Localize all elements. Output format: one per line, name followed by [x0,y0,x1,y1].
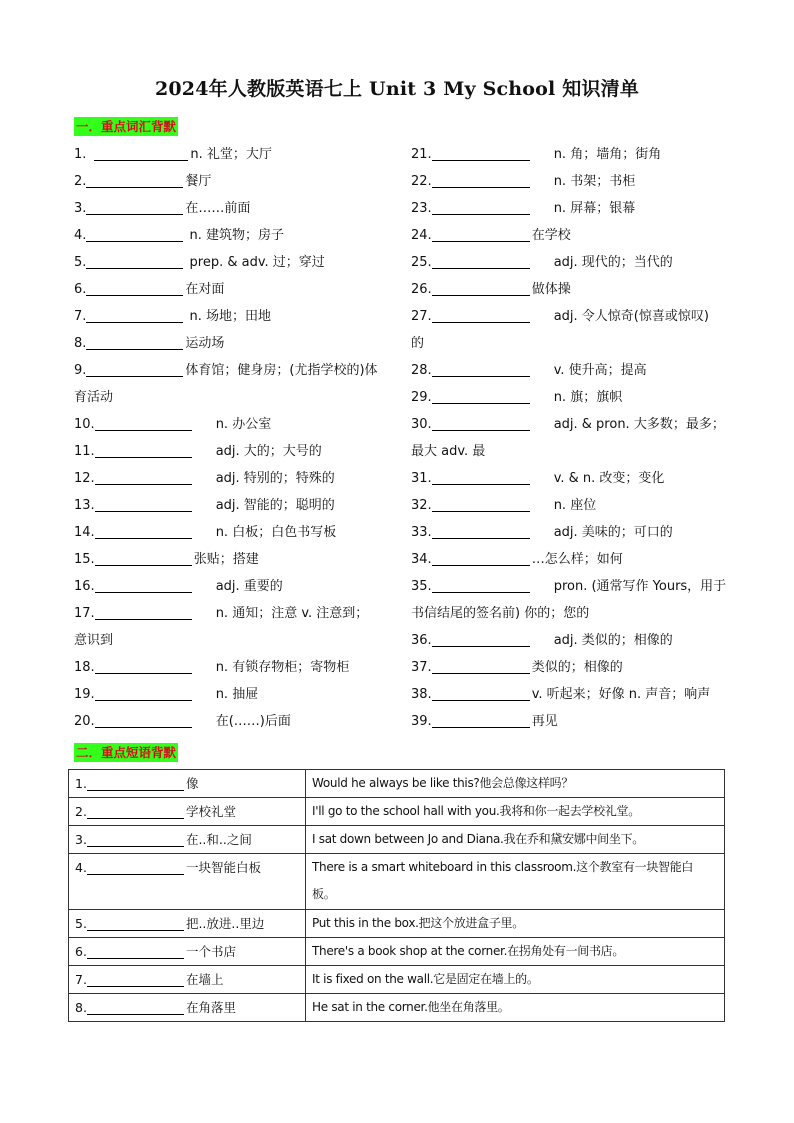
phrase-meaning: 把..放进..里边 [185,916,265,931]
vocab-number: 20. [74,714,95,729]
vocab-meaning: adj. 大的；大号的 [215,444,322,459]
answer-blank[interactable] [432,631,530,647]
vocab-meaning: 做体操 [531,282,571,297]
vocab-meaning: adj. 现代的；当代的 [553,255,673,270]
answer-blank[interactable] [86,334,183,350]
vocab-number: 34. [411,552,432,567]
vocab-meaning: n. 抽屉 [215,687,259,702]
vocab-meaning: 餐厅 [185,174,212,189]
phrase-meaning: 在角落里 [185,1000,236,1015]
vocab-meaning: pron. (通常写作 Yours，用于 [553,579,727,594]
vocab-line [411,546,731,573]
answer-blank[interactable] [432,712,530,728]
phrase-table [68,769,725,1022]
answer-blank[interactable] [432,172,530,188]
vocab-line [411,600,731,627]
answer-blank[interactable] [86,307,183,323]
vocab-meaning: 在(……)后面 [215,714,291,729]
vocab-number: 7. [74,309,87,324]
vocab-line [74,681,394,708]
answer-blank[interactable] [432,685,530,701]
vocab-meaning: …怎么样；如何 [531,552,623,567]
vocab-number: 12. [74,471,95,486]
vocab-line [411,222,731,249]
answer-blank[interactable] [432,253,530,269]
answer-blank[interactable] [95,577,192,593]
vocab-line [74,141,394,168]
vocab-number: 29. [411,390,432,405]
answer-blank[interactable] [432,523,530,539]
table-row [69,966,725,994]
answer-blank[interactable] [95,442,192,458]
example-cell [306,770,725,798]
answer-blank[interactable] [432,280,530,296]
table-row [69,770,725,798]
vocab-number: 37. [411,660,432,675]
vocab-number: 5. [74,255,87,270]
vocab-line [74,222,394,249]
vocab-line [411,168,731,195]
answer-blank[interactable] [87,971,184,987]
vocab-column-right [411,141,731,735]
answer-blank[interactable] [95,550,192,566]
example-cell [306,854,725,910]
phrase-number: 2. [75,804,87,819]
vocab-meaning: 体育馆；健身房；(尤指学校的)体 [185,363,378,378]
vocab-line [411,276,731,303]
vocab-meaning: 在……前面 [185,201,251,216]
vocab-number: 24. [411,228,432,243]
example-cell [306,798,725,826]
example-sentence: I sat down between Jo and Diana.我在乔和黛安娜中间坐下。 [312,832,644,846]
answer-blank[interactable] [432,415,530,431]
answer-blank[interactable] [87,859,184,875]
vocab-number: 33. [411,525,432,540]
vocab-meaning: adj. 美味的；可口的 [553,525,673,540]
vocab-line [74,573,394,600]
vocab-line [411,330,731,357]
vocab-number: 9. [74,363,87,378]
vocab-number: 19. [74,687,95,702]
phrase-cell [69,938,306,966]
vocab-line [411,411,731,438]
vocab-line [411,492,731,519]
example-cell [306,938,725,966]
vocab-meaning: 在对面 [185,282,225,297]
vocab-line [411,438,731,465]
vocab-line [411,303,731,330]
vocab-meaning: 育活动 [74,390,114,405]
vocab-number: 13. [74,498,95,513]
vocab-line [74,195,394,222]
vocab-meaning: adj. & pron. 大多数；最多； [553,417,725,432]
table-row [69,798,725,826]
vocab-meaning: v. 听起来；好像 n. 声音；响声 [531,687,711,702]
vocab-number: 22. [411,174,432,189]
vocab-line [74,330,394,357]
vocab-line [74,627,394,654]
answer-blank[interactable] [87,943,184,959]
vocab-line [411,654,731,681]
vocab-line [411,708,731,735]
vocab-meaning: adj. 类似的；相像的 [553,633,673,648]
answer-blank[interactable] [432,577,530,593]
vocab-line [74,276,394,303]
example-cell [306,966,725,994]
vocab-number: 28. [411,363,432,378]
phrase-number: 5. [75,916,87,931]
phrase-meaning: 学校礼堂 [185,804,236,819]
vocab-meaning: n. 建筑物；房子 [185,228,285,243]
vocab-meaning: 书信结尾的签名前) 你的；您的 [411,606,590,621]
answer-blank[interactable] [432,361,530,377]
vocab-meaning: 最大 adv. 最 [411,444,486,459]
phrase-meaning: 在..和..之间 [185,832,252,847]
vocab-line [74,465,394,492]
vocab-line [74,411,394,438]
section-heading-phrases: 二．重点短语背默 [76,745,177,760]
vocab-meaning: 类似的；相像的 [531,660,623,675]
answer-blank[interactable] [95,604,192,620]
vocab-number: 23. [411,201,432,216]
answer-blank[interactable] [95,523,192,539]
phrase-meaning: 一块智能白板 [185,860,261,875]
answer-blank[interactable] [86,226,183,242]
table-row [69,854,725,910]
vocab-meaning: 张贴；搭建 [193,552,259,567]
phrase-number: 3. [75,832,87,847]
answer-blank[interactable] [87,999,184,1015]
vocab-line [411,465,731,492]
vocab-number: 31. [411,471,432,486]
vocab-number: 21. [411,147,432,162]
phrase-cell [69,966,306,994]
vocab-meaning: n. 屏幕；银幕 [553,201,636,216]
answer-blank[interactable] [87,803,184,819]
vocab-number: 17. [74,606,95,621]
vocab-number: 16. [74,579,95,594]
example-cell [306,826,725,854]
vocab-meaning: 运动场 [185,336,225,351]
vocab-line [411,249,731,276]
phrase-meaning: 一个书店 [185,944,236,959]
example-sentence: There's a book shop at the corner.在拐角处有一间书店。 [312,944,625,958]
phrase-meaning: 在墙上 [185,972,224,987]
vocab-number: 39. [411,714,432,729]
example-cell [306,994,725,1022]
vocab-meaning: prep. & adv. 过；穿过 [185,255,325,270]
vocab-line [411,573,731,600]
page-title: 2024年人教版英语七上 Unit 3 My School 知识清单 [154,78,640,100]
answer-blank[interactable] [432,469,530,485]
vocab-meaning: n. 办公室 [215,417,272,432]
vocab-meaning: n. 场地；田地 [185,309,272,324]
vocab-meaning: n. 座位 [553,498,597,513]
vocab-line [411,141,731,168]
vocab-line [74,519,394,546]
phrase-number: 7. [75,972,87,987]
example-sentence: Put this in the box.把这个放进盒子里。 [312,916,524,930]
phrase-meaning: 像 [185,776,199,791]
phrase-number: 4. [75,860,87,875]
example-sentence: Would he always be like this?他会总像这样吗？ [312,776,574,790]
vocab-number: 2. [74,174,87,189]
answer-blank[interactable] [86,253,183,269]
answer-blank[interactable] [86,280,183,296]
vocab-line [74,168,394,195]
example-sentence: I'll go to the school hall with you.我将和你一起去学校礼堂。 [312,804,640,818]
answer-blank[interactable] [95,658,192,674]
table-row [69,938,725,966]
example-sentence: He sat in the corner.他坐在角落里。 [312,1000,510,1014]
answer-blank[interactable] [86,361,183,377]
answer-blank[interactable] [432,550,530,566]
answer-blank[interactable] [86,199,183,215]
vocab-number: 36. [411,633,432,648]
phrase-cell [69,770,306,798]
vocab-number: 15. [74,552,95,567]
example-sentence: There is a smart whiteboard in this classroom.这个教室有一块智能白 [312,860,694,874]
table-row [69,994,725,1022]
vocab-line [74,303,394,330]
vocab-line [411,681,731,708]
vocab-number: 10. [74,417,95,432]
answer-blank[interactable] [432,307,530,323]
vocab-line [74,654,394,681]
vocab-meaning: adj. 令人惊奇(惊喜或惊叹) [553,309,709,324]
answer-blank[interactable] [87,831,184,847]
vocab-meaning: n. 书架；书柜 [553,174,636,189]
vocab-number: 4. [74,228,87,243]
answer-blank[interactable] [95,496,192,512]
vocab-meaning: n. 旗；旗帜 [553,390,623,405]
vocab-meaning: v. 使升高；提高 [553,363,647,378]
answer-blank[interactable] [95,712,192,728]
phrase-cell [69,910,306,938]
vocab-number: 14. [74,525,95,540]
vocab-line [411,195,731,222]
vocab-number: 8. [74,336,87,351]
phrase-cell [69,854,306,910]
example-cell [306,910,725,938]
phrase-cell [69,798,306,826]
answer-blank[interactable] [95,685,192,701]
table-row [69,826,725,854]
phrase-number: 1. [75,776,87,791]
section-heading-vocabulary: 一．重点词汇背默 [76,119,177,134]
answer-blank[interactable] [95,415,192,431]
answer-blank[interactable] [87,915,184,931]
vocab-line [411,627,731,654]
vocab-meaning: 意识到 [74,633,114,648]
vocab-meaning: n. 角；墙角；街角 [553,147,662,162]
vocab-number: 11. [74,444,95,459]
vocab-meaning: adj. 重要的 [215,579,283,594]
phrase-cell [69,826,306,854]
vocab-line [411,357,731,384]
example-sentence-continued: 板。 [312,887,336,901]
answer-blank[interactable] [432,388,530,404]
vocab-line [74,708,394,735]
vocab-line [74,249,394,276]
vocab-number: 32. [411,498,432,513]
answer-blank[interactable] [432,496,530,512]
vocab-number: 27. [411,309,432,324]
phrase-number: 8. [75,1000,87,1015]
vocab-number: 26. [411,282,432,297]
vocab-line [74,357,394,384]
vocab-meaning: n. 白板；白色书写板 [215,525,337,540]
table-row [69,910,725,938]
answer-blank[interactable] [432,199,530,215]
vocab-number: 38. [411,687,432,702]
answer-blank[interactable] [432,226,530,242]
answer-blank[interactable] [94,145,188,161]
answer-blank[interactable] [432,658,530,674]
answer-blank[interactable] [87,775,184,791]
vocab-number: 1. [74,147,87,162]
vocab-number: 6. [74,282,87,297]
vocab-number: 25. [411,255,432,270]
vocab-line [74,492,394,519]
example-sentence: It is fixed on the wall.它是固定在墙上的。 [312,972,539,986]
vocab-meaning: 再见 [531,714,558,729]
vocab-line [74,600,394,627]
vocab-line [411,519,731,546]
vocab-meaning: adj. 智能的；聪明的 [215,498,335,513]
vocab-meaning: n. 有锁存物柜；寄物柜 [215,660,350,675]
vocab-line [411,384,731,411]
answer-blank[interactable] [432,145,530,161]
vocab-line [74,546,394,573]
vocab-column-left [74,141,394,735]
vocab-number: 3. [74,201,87,216]
vocab-number: 18. [74,660,95,675]
vocab-meaning: v. & n. 改变；变化 [553,471,665,486]
phrase-cell [69,994,306,1022]
answer-blank[interactable] [95,469,192,485]
vocab-number: 30. [411,417,432,432]
vocab-meaning: 在学校 [531,228,571,243]
vocab-meaning: n. 礼堂；大厅 [190,147,272,162]
vocab-number: 35. [411,579,432,594]
vocab-meaning: 的 [411,336,425,351]
vocab-meaning: n. 通知；注意 v. 注意到； [215,606,369,621]
vocab-meaning: adj. 特别的；特殊的 [215,471,335,486]
answer-blank[interactable] [86,172,183,188]
phrase-number: 6. [75,944,87,959]
vocab-line [74,384,394,411]
vocab-line [74,438,394,465]
